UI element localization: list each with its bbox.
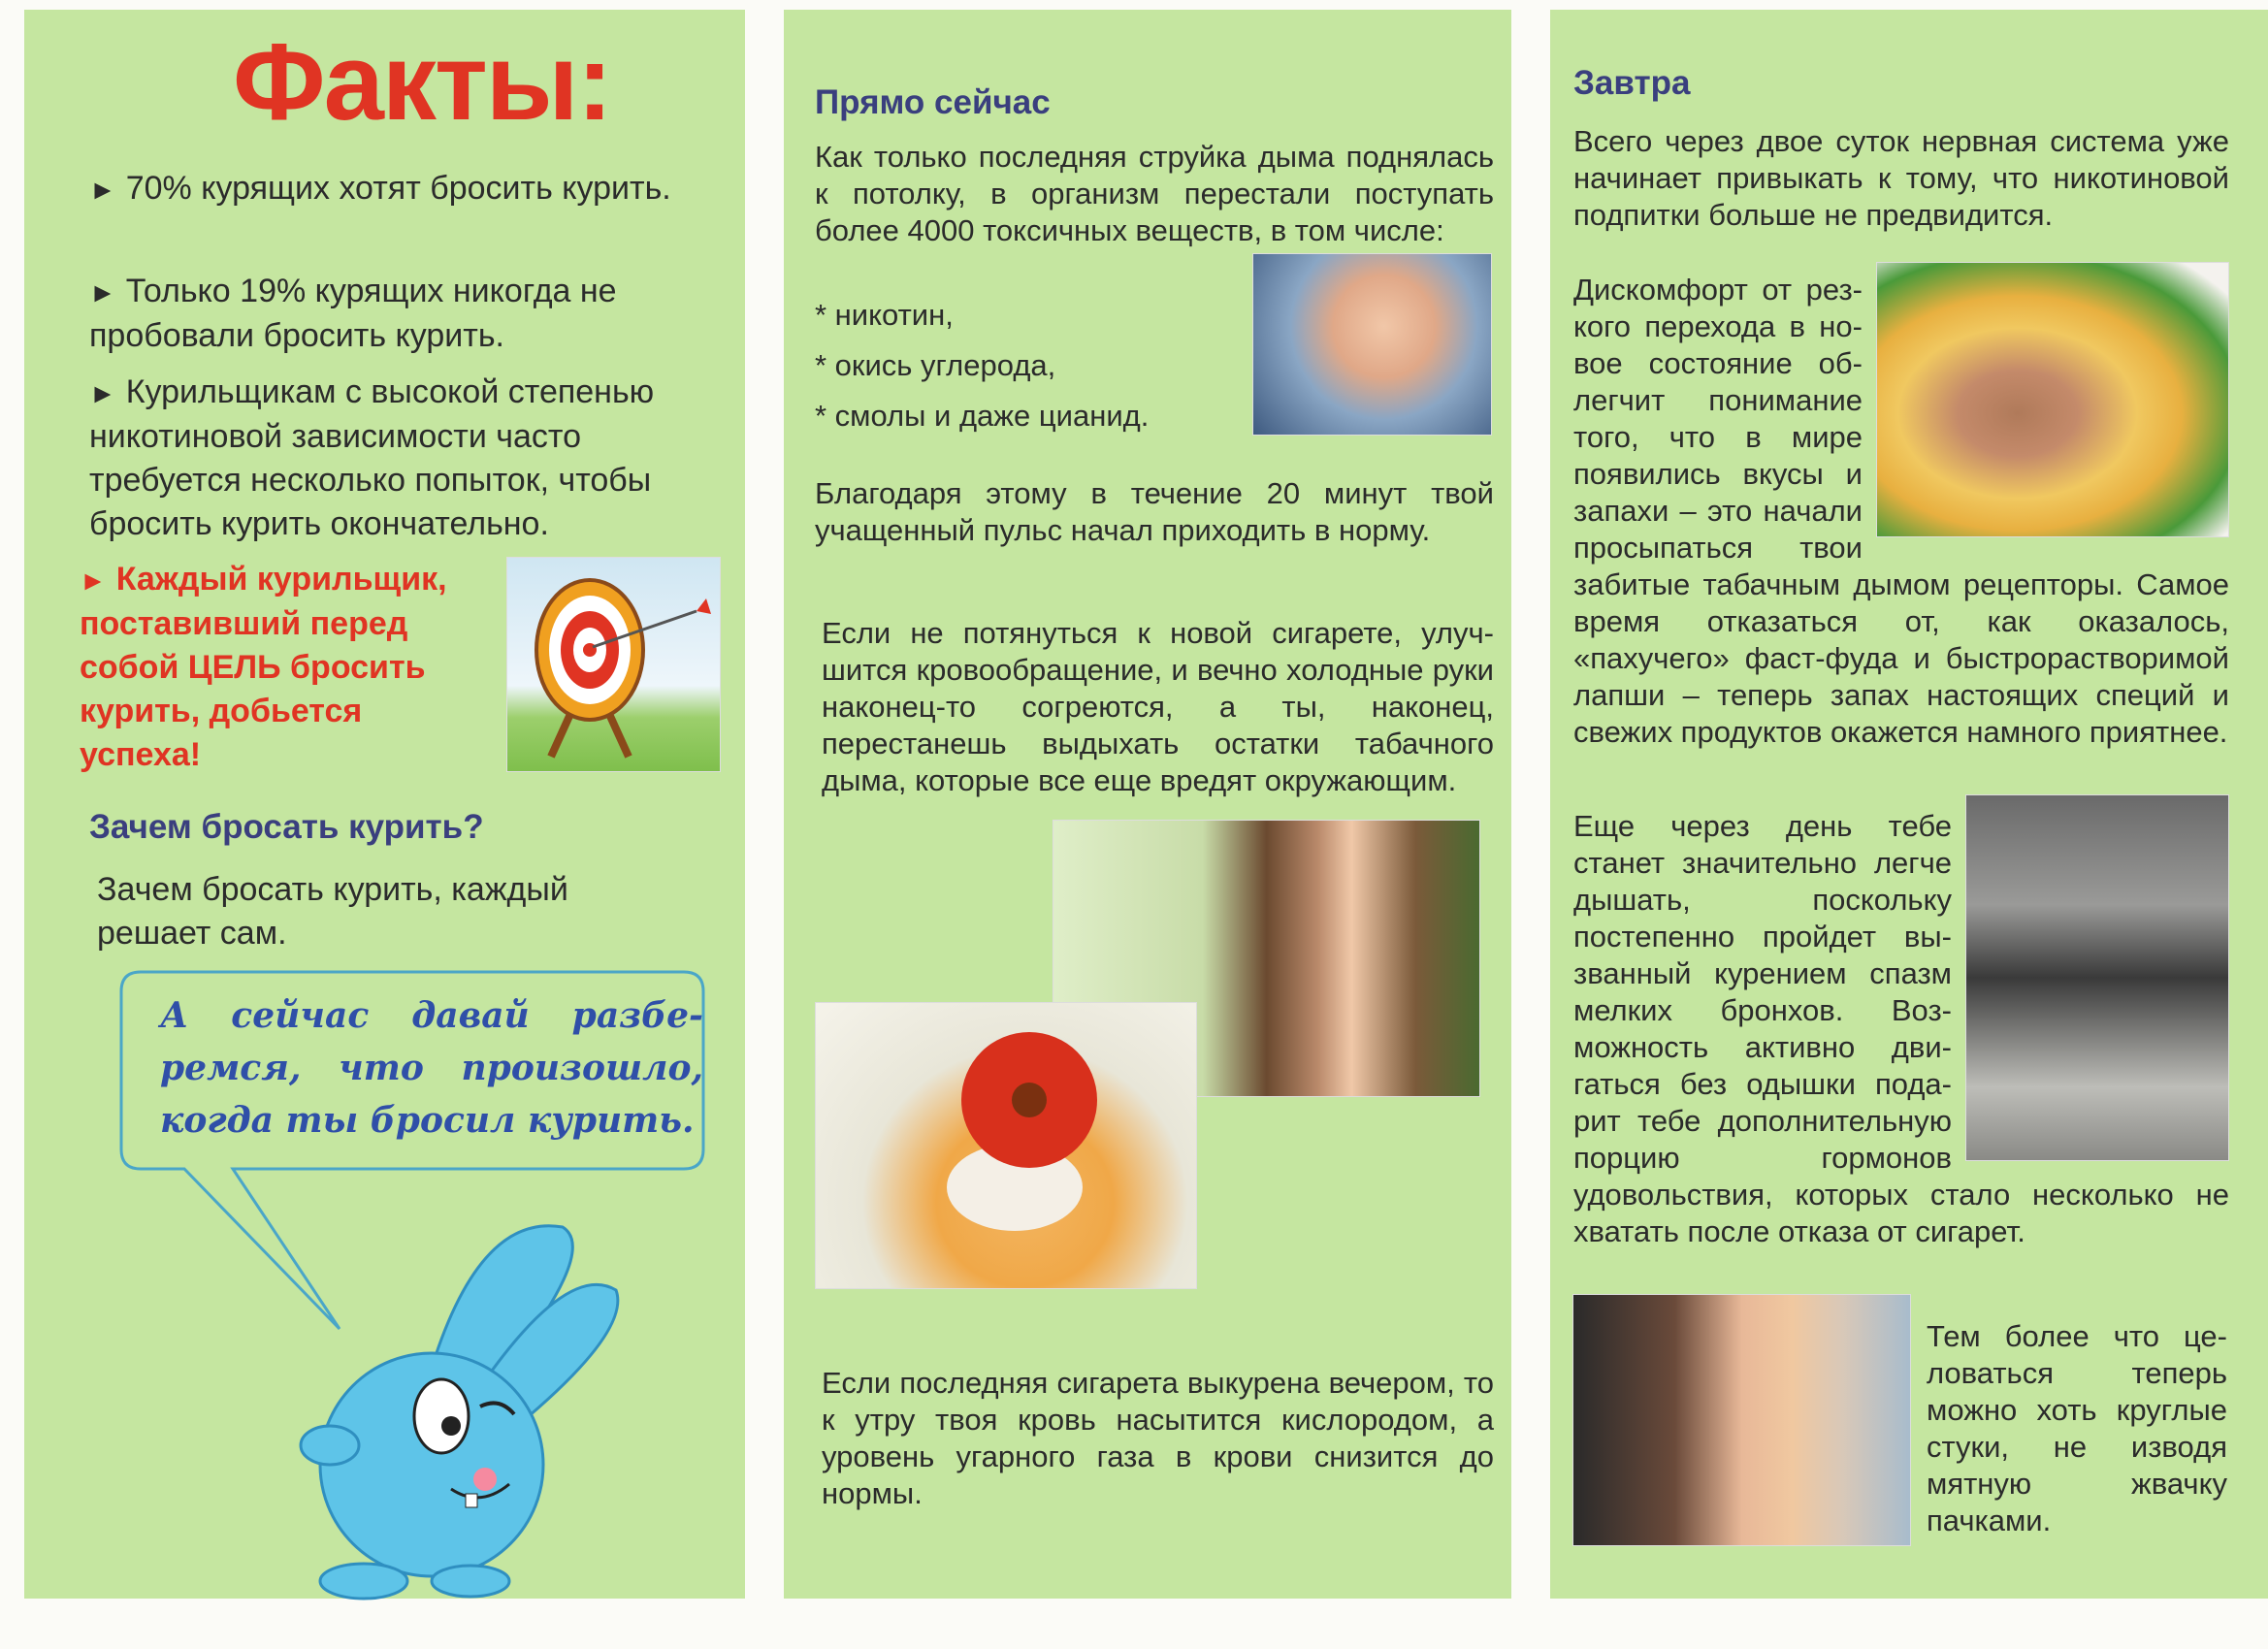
why-quit-heading: Зачем бросать курить?	[89, 808, 484, 846]
discomfort-block	[1573, 272, 2229, 751]
panel-facts	[24, 10, 745, 1599]
discomfort-text: Дискомфорт от резкого перехода в новое состояние облегчит понимание того, что в мире появились вкусы и запахи – это начали просыпаться твои забитые табачным дымом рецепторы. Самое время отказаться от, как оказалось, «пахучего» фаст-фуда и быстрорастворимой лапши – теперь запах настоящих специй и свежих продуктов окажется намного приятнее.	[1573, 273, 2229, 749]
breathing-block	[1573, 808, 2229, 1250]
toxin-item: * окись углерода,	[815, 348, 1056, 382]
tomorrow-heading: Завтра	[1573, 64, 1691, 102]
flower-bowl-image	[815, 1002, 1197, 1289]
fact-3: ► Курильщикам с высокой степенью никотиновой зависимости часто требуется несколько попыток, чтобы бросить курить окончательно.	[89, 373, 655, 542]
toxins-list	[815, 297, 1149, 435]
triangle-right-icon: ►	[89, 277, 116, 307]
businessmen-image	[1965, 794, 2229, 1161]
target-icon	[507, 558, 720, 771]
tomorrow-intro: Всего через двое суток нервная система уже начинает привыкать к тому, что никотиновой подпитки больше не предвидится.	[1573, 124, 2229, 232]
target-image	[506, 557, 721, 772]
food-plate-image	[1876, 262, 2229, 537]
fact-2: ► Только 19% курящих никогда не пробовали бросить курить.	[89, 273, 617, 354]
facts-title: Факты:	[233, 21, 611, 143]
fact-1: ► 70% курящих хотят бросить курить.	[89, 170, 671, 207]
speech-bubble-text: А сейчас давай разберемся, что произошло, когда ты бросил курить.	[160, 995, 703, 1141]
oxygen-text: Если последняя сигарета выкурена вечером, то к утру твоя кровь насытится кислородом, а уровень угарного газа в крови снизится до нормы.	[822, 1366, 1494, 1510]
right-now-intro: Как только последняя струйка дыма поднялась к потолку, в организм перестали поступать более 4000 токсичных веществ, в том числе:	[815, 140, 1494, 247]
toxin-item: * никотин,	[815, 298, 954, 332]
smesharik-bunny-icon	[301, 1226, 618, 1599]
breathing-text: Еще через день тебе станет значительно легче дышать, поскольку постепенно пройдет вызванный курением спазм мелких бронхов. Возможность активно двигаться без одышки подарит тебе дополнительную порцию гормонов удовольствия, которых стало несколько не хватать после отказа от сигарет.	[1573, 809, 2229, 1248]
toxin-item: * смолы и даже цианид.	[815, 399, 1150, 433]
why-quit-text: Зачем бросать курить, каждый решает сам.	[97, 871, 568, 952]
triangle-right-icon: ►	[80, 566, 107, 596]
fact-highlight: ► Каждый курильщик, поставивший перед собой ЦЕЛЬ бросить курить, добьется успеха!	[80, 561, 447, 773]
pulse-wrist-image	[1252, 253, 1492, 436]
panel-right-now	[784, 10, 1511, 1599]
couple-image	[1572, 1294, 1911, 1546]
right-now-heading: Прямо сейчас	[815, 83, 1051, 121]
triangle-right-icon: ►	[89, 175, 116, 205]
flower-icon	[816, 1003, 1196, 1288]
triangle-right-icon: ►	[89, 378, 116, 408]
kissing-text: Тем более что целоваться теперь можно хоть круглые стуки, не изводя мятную жвачку пачками.	[1927, 1319, 2227, 1537]
circulation-text: Если не потянуться к новой сигарете, улучшится кровообращение, и вечно холодные руки наконец-то согреются, а ты, наконец, перестанешь выдыхать остатки табачного дыма, которые все еще вредят окружающим.	[822, 616, 1494, 797]
panel-tomorrow	[1550, 10, 2268, 1599]
pulse-text: Благодаря этому в течение 20 минут твой учащенный пульс начал приходить в норму.	[815, 476, 1494, 547]
